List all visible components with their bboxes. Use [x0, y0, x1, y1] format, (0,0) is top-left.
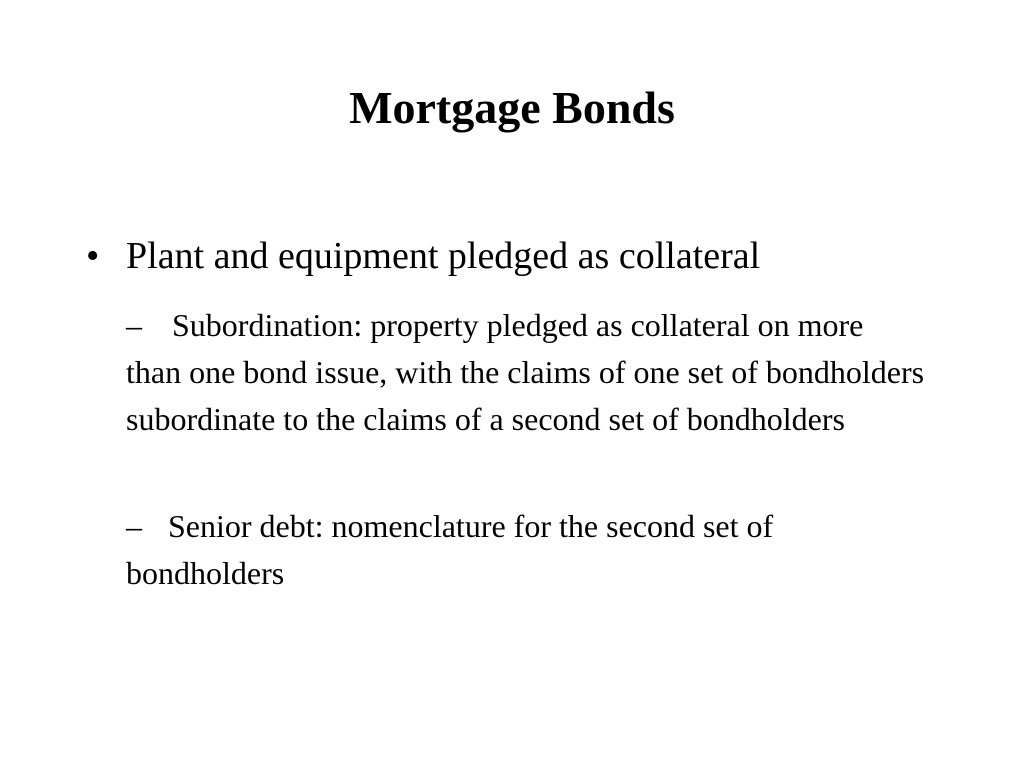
sub-bullet-marker: – [126, 307, 142, 343]
bullet-text: Plant and equipment pledged as collateral [126, 235, 761, 277]
sub-bullet-marker: – [126, 508, 142, 544]
sub-bullet-text: Subordination: property pledged as collateral on more than one bond issue, with the claims of one set of bondholders subordinate to the claims of a second set of bondholders [126, 307, 925, 437]
sub-bullet-text: Senior debt: nomenclature for the second set of bondholders [126, 508, 774, 591]
bullet-item [86, 232, 966, 280]
slide-title: Mortgage Bonds [349, 82, 675, 133]
sub-bullet-item [126, 302, 926, 443]
bullet-marker: • [86, 235, 100, 277]
sub-bullet-item [126, 503, 926, 597]
